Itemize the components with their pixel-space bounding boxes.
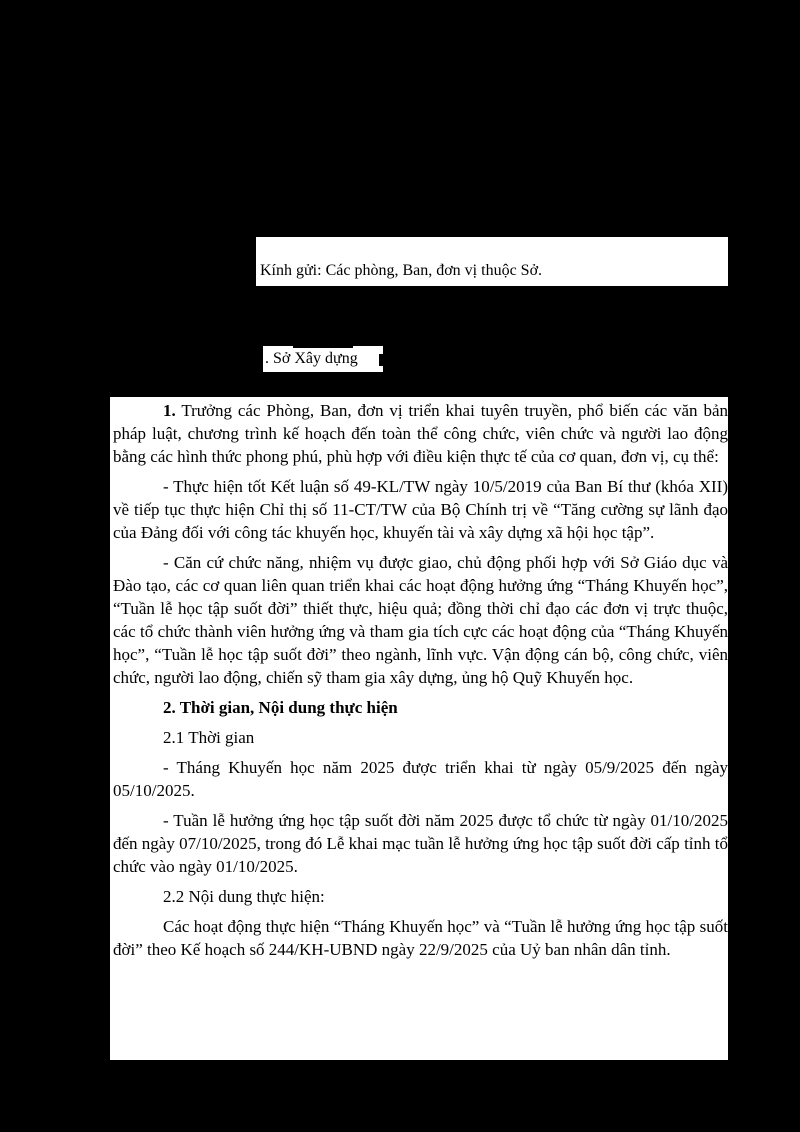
section-2-heading: 2. Thời gian, Nội dung thực hiện <box>163 698 398 717</box>
redaction-mark <box>379 354 383 366</box>
section-1-item-1: - Thực hiện tốt Kết luận số 49-KL/TW ngày 10/5/2019 của Ban Bí thư (khóa XII) về tiếp tục thực hiện Chỉ thị số 11-CT/TW của Bộ Chính trị về “Tăng cường sự lãnh đạo của Đảng đối với công tác khuyến học, khuyến tài và xây dựng xã hội học tập”. <box>113 477 728 542</box>
redaction-mark <box>293 346 353 348</box>
section-2-2-heading: 2.2 Nội dung thực hiện: <box>163 887 325 906</box>
document-body <box>110 397 728 1060</box>
recipient-line <box>256 237 728 286</box>
section-1-intro: Trưởng các Phòng, Ban, đơn vị triển khai tuyên truyền, phổ biến các văn bản pháp luật, chương trình kế hoạch đến toàn thể công chức, viên chức và người lao động bằng các hình thức phong phú, phù hợp với điều kiện thực tế của cơ quan, đơn vị, cụ thể: <box>113 401 728 466</box>
section-1-item-2: - Căn cứ chức năng, nhiệm vụ được giao, chủ động phối hợp với Sở Giáo dục và Đào tạo, các cơ quan liên quan triển khai các hoạt động hưởng ứng “Tháng Khuyến học”, “Tuần lễ học tập suốt đời” thiết thực, hiệu quả; đồng thời chỉ đạo các đơn vị trực thuộc, các tổ chức thành viên hưởng ứng và tham gia tích cực các hoạt động của “Tháng Khuyến học”, “Tuần lễ học tập suốt đời” theo ngành, lĩnh vực. Vận động cán bộ, công chức, viên chức, người lao động, chiến sỹ tham gia xây dựng, ủng hộ Quỹ Khuyến học. <box>113 553 728 687</box>
recipient-text: Kính gửi: Các phòng, Ban, đơn vị thuộc Sở. <box>260 262 543 279</box>
section-2-1-item-2: - Tuần lễ hưởng ứng học tập suốt đời năm 2025 được tổ chức từ ngày 01/10/2025 đến ngày 07/10/2025, trong đó Lễ khai mạc tuần lễ hưởng ứng học tập suốt đời cấp tỉnh tổ chức vào ngày 01/10/2025. <box>113 811 728 876</box>
section-2-2-text: Các hoạt động thực hiện “Tháng Khuyến học” và “Tuần lễ hưởng ứng học tập suốt đời” theo Kế hoạch số 244/KH-UBND ngày 22/9/2025 của Uỷ ban nhân dân tỉnh. <box>113 917 728 959</box>
section-2-1-heading: 2.1 Thời gian <box>163 728 255 747</box>
section-1-number: 1. <box>163 401 176 420</box>
section-2-1-item-1: - Tháng Khuyến học năm 2025 được triển khai từ ngày 05/9/2025 đến ngày 05/10/2025. <box>113 758 728 800</box>
section-1-paragraph <box>113 399 728 468</box>
issuer-fragment <box>263 346 383 372</box>
issuer-text: . Sở Xây dựng <box>265 350 358 367</box>
